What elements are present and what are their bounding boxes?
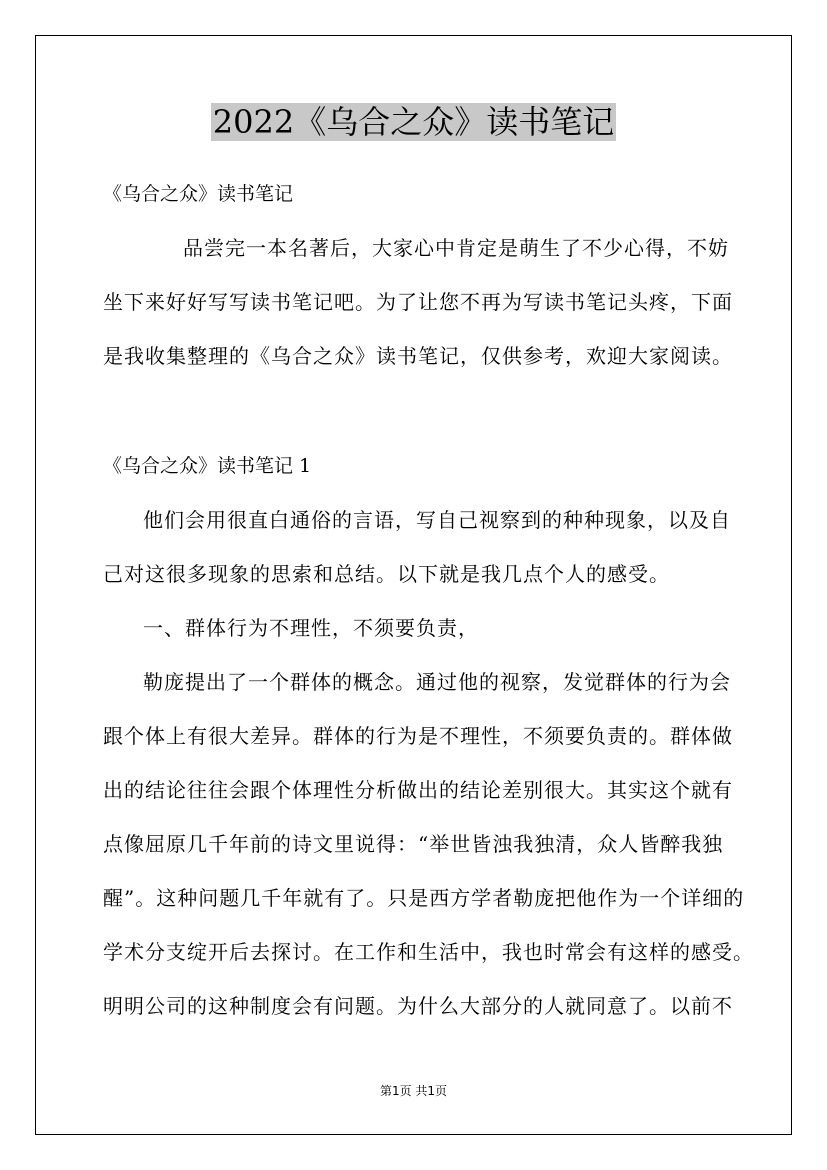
intro-line-3: 是我收集整理的《乌合之众》读书笔记，仅供参考，欢迎大家阅读。 (103, 344, 733, 368)
intro-line-1: 品尝完一本名著后，大家心中肯定是萌生了不少心得，不妨 (183, 236, 729, 260)
intro-line-2: 坐下来好好写写读书笔记吧。为了让您不再为写读书笔记头疼，下面 (103, 290, 733, 314)
body-line-1: 他们会用很直白通俗的言语，写自己视察到的种种现象，以及自 (143, 508, 731, 532)
body-line-9: 学术分支绽开后去探讨。在工作和生活中，我也时常会有这样的感受。 (103, 940, 754, 964)
document-title (0, 100, 827, 144)
body-line-8: 醒”。这种问题几千年就有了。只是西方学者勒庞把他作为一个详细的 (103, 886, 745, 910)
body-line-4: 勒庞提出了一个群体的概念。通过他的视察，发觉群体的行为会 (143, 670, 731, 694)
body-line-10: 明明公司的这种制度会有问题。为什么大部分的人就同意了。以前不 (103, 994, 733, 1018)
subtitle: 《乌合之众》读书笔记 (103, 183, 294, 205)
body-line-2: 己对这很多现象的思索和总结。以下就是我几点个人的感受。 (103, 562, 670, 586)
section-heading: 《乌合之众》读书笔记 1 (103, 455, 312, 477)
body-line-3: 一、群体行为不理性，不须要负责， (143, 616, 479, 640)
body-line-7: 点像屈原几千年前的诗文里说得：“举世皆浊我独清，众人皆醉我独 (103, 832, 724, 856)
body-line-6: 出的结论往往会跟个体理性分析做出的结论差别很大。其实这个就有 (103, 778, 733, 802)
document-title-text: 2022《乌合之众》读书笔记 (212, 103, 615, 141)
page-footer: 第1页 共1页 (379, 1084, 448, 1098)
body-line-5: 跟个体上有很大差异。群体的行为是不理性，不须要负责的。群体做 (103, 724, 733, 748)
